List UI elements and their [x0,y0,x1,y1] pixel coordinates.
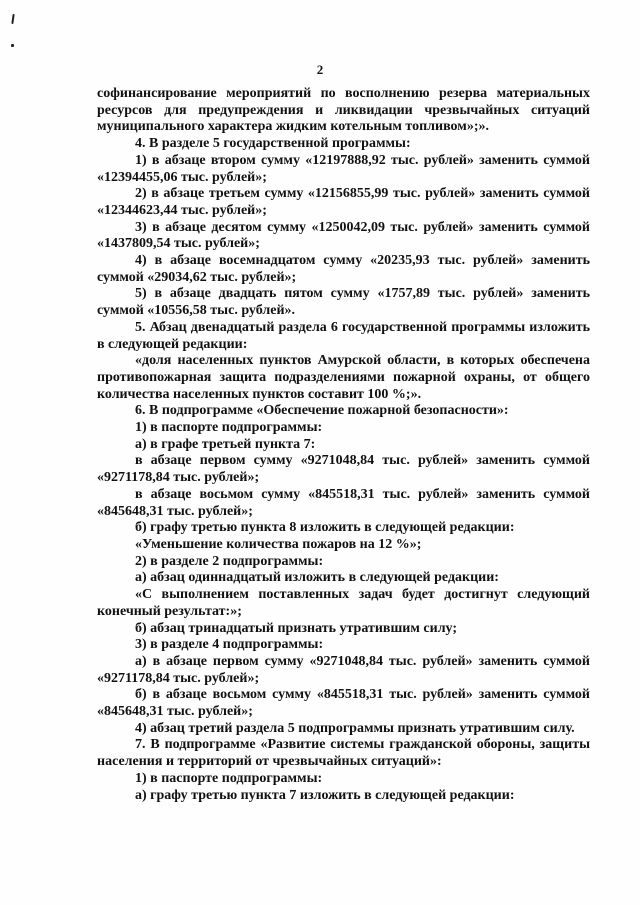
paragraph: а) графу третью пункта 7 изложить в следующей редакции: [135,787,515,803]
paragraph: 1) в паспорте подпрограммы: [135,420,323,436]
paragraph: 5. Абзац двенадцатый раздела 6 государственной программы изложить в следующей редакции: [97,319,590,352]
paragraph: «С выполнением поставленных задач будет достигнут следующий конечный результат:»; [97,587,590,619]
paragraph: 7. В подпрограмме «Развитие системы гражданской обороны, защиты населения и территорий от чрезвычайных ситуаций»: [97,737,590,770]
paragraph: софинансирование мероприятий по восполнению резерва материальных ресурсов для предупреждения и ликвидации чрезвычайных ситуаций муниципального характера жидким котельным топливом»;». [97,86,590,135]
paragraph: «Уменьшение количества пожаров на 12 %»; [135,536,422,552]
paragraph: а) в графе третьей пункта 7: [135,436,316,452]
paragraph: б) абзац тринадцатый признать утратившим силу; [135,620,458,636]
paragraph: 6. В подпрограмме «Обеспечение пожарной безопасности»: [135,403,509,419]
paragraph: в абзаце восьмом сумму «845518,31 тыс. рублей» заменить суммой «845648,31 тыс. рублей»; [97,486,590,519]
paragraph: а) в абзаце первом сумму «9271048,84 тыс. рублей» заменить суммой «9271178,84 тыс. рублей»; [97,653,590,686]
paragraph: б) в абзаце восьмом сумму «845518,31 тыс. рублей» заменить суммой «845648,31 тыс. рублей»; [97,687,590,720]
paragraph: 4) в абзаце восемнадцатом сумму «20235,93 тыс. рублей» заменить суммой «29034,62 тыс. рублей»; [97,253,590,285]
paragraph: 1) в паспорте подпрограммы: [135,770,323,786]
paragraph: 2) в разделе 2 подпрограммы: [135,553,324,569]
paragraph: 4. В разделе 5 государственной программы: [135,136,411,152]
paragraph: в абзаце первом сумму «9271048,84 тыс. рублей» заменить суммой «9271178,84 тыс. рублей»; [97,453,590,486]
paragraph: 4) абзац третий раздела 5 подпрограммы признать утратившим силу. [135,720,575,736]
paragraph: а) абзац одиннадцатый изложить в следующей редакции: [135,570,499,586]
scan-speck [11,44,14,47]
paragraph: 3) в разделе 4 подпрограммы: [135,637,324,653]
paragraph: 1) в абзаце втором сумму «12197888,92 тыс. рублей» заменить суммой «12394455,06 тыс. рублей»; [97,152,590,185]
paragraph: «доля населенных пунктов Амурской области, в которых обеспечена противопожарная защита подразделениями пожарной охраны, от общего количества населенных пунктов составит 100 %;». [97,353,590,402]
paragraph: б) графу третью пункта 8 изложить в следующей редакции: [135,520,515,536]
scan-speck [11,14,14,24]
document-body [97,86,590,804]
paragraph: 3) в абзаце десятом сумму «1250042,09 тыс. рублей» заменить суммой «1437809,54 тыс. рублей»; [97,219,590,252]
paragraph: 2) в абзаце третьем сумму «12156855,99 тыс. рублей» заменить суммой «12344623,44 тыс. рублей»; [97,186,590,218]
paragraph: 5) в абзаце двадцать пятом сумму «1757,89 тыс. рублей» заменить суммой «10556,58 тыс. рублей». [97,286,590,319]
page-number: 2 [316,62,324,77]
